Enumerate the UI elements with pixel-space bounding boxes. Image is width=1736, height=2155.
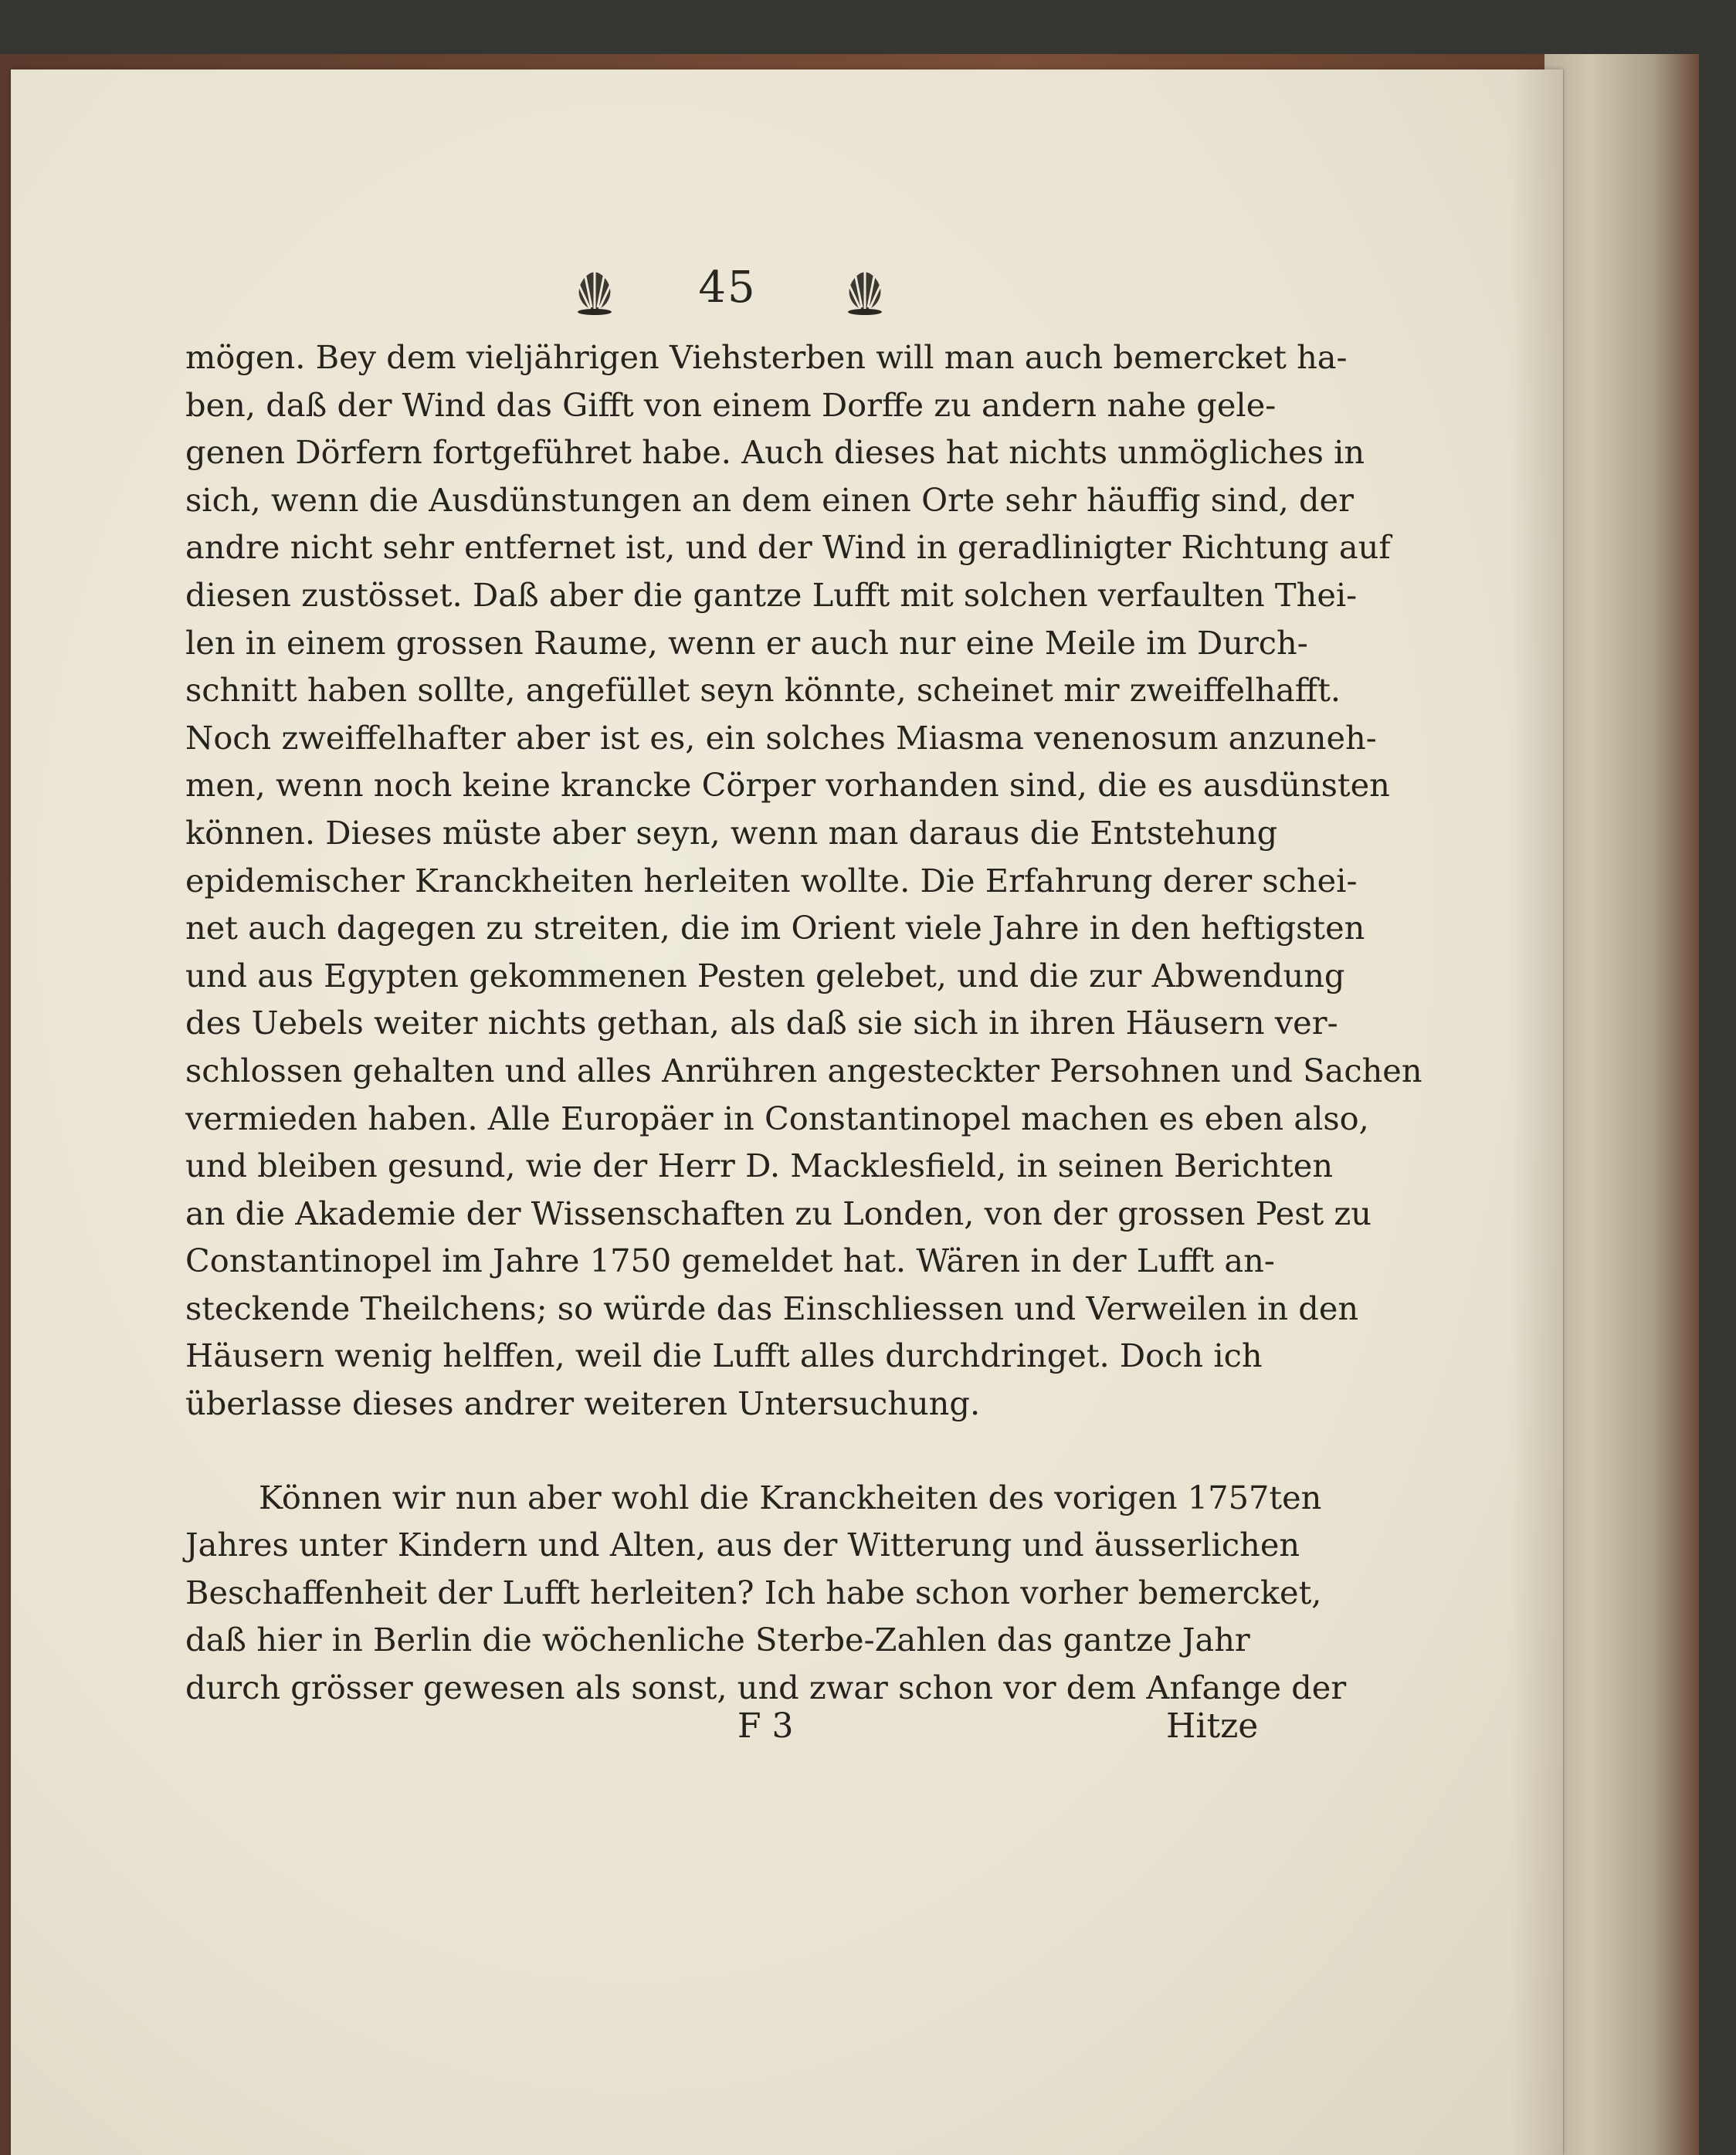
body-text [185, 334, 1422, 1712]
page-edges [1544, 54, 1699, 2155]
paragraph-1 [185, 334, 1422, 1428]
text-line: steckende Theilchens; so würde das Einschliessen und Verweilen in den [185, 1289, 1359, 1327]
text-line: men, wenn noch keine krancke Cörper vorhanden sind, die es ausdünsten [185, 766, 1390, 805]
page-gutter-shadow [1510, 69, 1564, 2155]
text-line: Beschaffenheit der Lufft herleiten? Ich habe schon vorher bemercket, [185, 1573, 1322, 1611]
text-line: Constantinopel im Jahre 1750 gemeldet hat. Wären in der Lufft an- [185, 1242, 1275, 1280]
catchword: Hitze [1166, 1706, 1259, 1746]
text-line: an die Akademie der Wissenschaften zu Londen, von der grossen Pest zu [185, 1194, 1372, 1232]
text-line: sich, wenn die Ausdünstungen an dem einen Orte sehr häuffig sind, der [185, 480, 1354, 519]
text-line: Noch zweiffelhafter aber ist es, ein solches Miasma venenosum anzuneh- [185, 718, 1377, 757]
text-line: andre nicht sehr entfernet ist, und der Wind in geradlinigter Richtung auf [185, 528, 1391, 567]
text-line: schlossen gehalten und alles Anrühren angesteckter Persohnen und Sachen [185, 1051, 1422, 1089]
text-line: daß hier in Berlin die wöchenliche Sterbe-Zahlen das gantze Jahr [185, 1621, 1250, 1659]
text-line: epidemischer Kranckheiten herleiten wollte. Die Erfahrung derer schei- [185, 861, 1358, 900]
text-line: schnitt haben sollte, angefüllet seyn könnte, scheinet mir zweiffelhafft. [185, 671, 1341, 710]
text-line: Können wir nun aber wohl die Kranckheiten des vorigen 1757ten [259, 1478, 1322, 1516]
page-number: 45 [698, 263, 757, 313]
text-line: ben, daß der Wind das Gifft von einem Dorffe zu andern nahe gele- [185, 385, 1277, 424]
running-header [0, 263, 1251, 324]
text-line: diesen zustösset. Daß aber die gantze Lufft mit solchen verfaulten Thei- [185, 575, 1358, 614]
text-line: genen Dörfern fortgeführet habe. Auch dieses hat nichts unmögliches in [185, 433, 1365, 472]
text-line: net auch dagegen zu streiten, die im Orient viele Jahre in den heftigsten [185, 909, 1365, 947]
text-line: können. Dieses müste aber seyn, wenn man daraus die Entstehung [185, 813, 1278, 852]
text-line: len in einem grossen Raume, wenn er auch nur eine Meile im Durch- [185, 623, 1308, 662]
paragraph-spacer [185, 1428, 1251, 1474]
text-line: des Uebels weiter nichts gethan, als daß sie sich in ihren Häusern ver- [185, 1004, 1338, 1042]
text-line: vermieden haben. Alle Europäer in Constantinopel machen es eben also, [185, 1099, 1369, 1137]
text-line: Jahres unter Kindern und Alten, aus der Witterung und äusserlichen [185, 1526, 1300, 1564]
text-line: durch grösser gewesen als sonst, und zwar schon vor dem Anfange der [185, 1669, 1347, 1707]
fleuron-right-icon [834, 263, 896, 317]
text-line: Häusern wenig helffen, weil die Lufft alles durchdringet. Doch ich [185, 1337, 1263, 1375]
text-line: mögen. Bey dem vieljährigen Viehsterben will man auch bemercket ha- [185, 338, 1348, 376]
text-line: überlasse dieses andrer weiteren Untersuchung. [185, 1384, 981, 1423]
text-line: und aus Egypten gekommenen Pesten gelebet, und die zur Abwendung [185, 956, 1345, 994]
fleuron-left-icon [564, 263, 626, 317]
paragraph-2 [185, 1474, 1347, 1712]
text-line: und bleiben gesund, wie der Herr D. Macklesfield, in seinen Berichten [185, 1147, 1334, 1185]
page-footer [0, 1706, 1259, 1760]
signature-mark: F 3 [737, 1706, 794, 1746]
